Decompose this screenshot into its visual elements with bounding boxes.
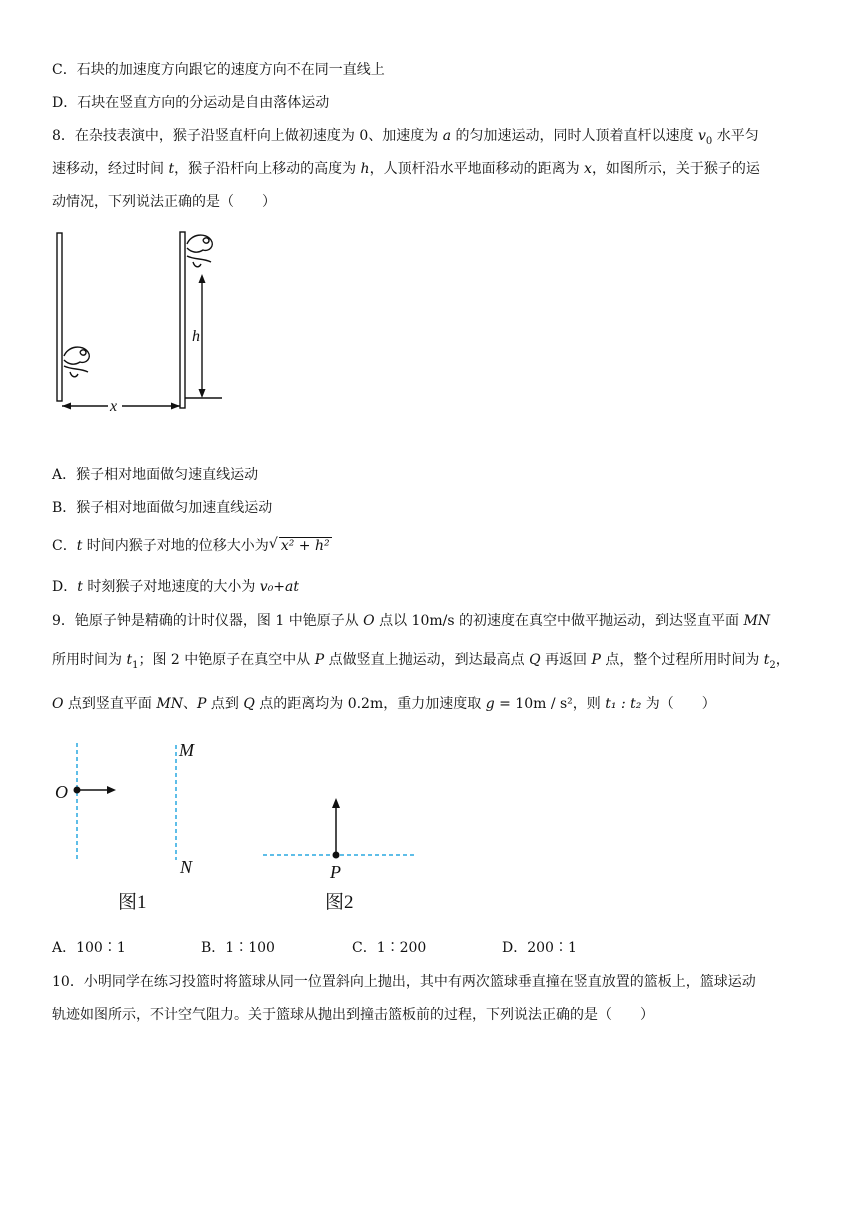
monkey-left-icon	[64, 347, 89, 377]
x-label: x	[110, 398, 118, 415]
label-O: O	[55, 782, 68, 802]
q9-option-d: D．200∶1	[502, 940, 577, 956]
label-N: N	[180, 857, 193, 877]
q10-stem-line2: 轨迹如图所示，不计空气阻力。关于篮球从抛出到撞击篮板前的过程，下列说法正确的是（ ）	[52, 1007, 654, 1023]
label-P: P	[330, 862, 341, 882]
q9-stem-line3: O 点到竖直平面 MN、P 点到 Q 点的距离均为 0.2m，重力加速度取 g = 10m / s²，则 t₁ : t₂ 为（ ）	[52, 696, 716, 712]
q7-option-c: C．石块的加速度方向跟它的速度方向不在同一直线上	[52, 62, 385, 78]
fig1-caption: 图1	[118, 892, 147, 913]
q7-option-d: D．石块在竖直方向的分运动是自由落体运动	[52, 95, 330, 111]
q9-stem-line2: 所用时间为 $t_1$；图 2 中铯原子在真空中从 P 点做竖直上抛运动，到达最高点 Q 再返回 P 点，整个过程所用时间为 $t_2$，	[52, 652, 790, 671]
q8-option-b: B．猴子相对地面做匀加速直线运动	[52, 500, 273, 516]
q9-option-c: C．1∶200	[352, 940, 427, 956]
q9-option-b: B．1∶100	[201, 940, 275, 956]
q8-option-c: C．t 时间内猴子对地的位移大小为 √ x² + h²	[52, 536, 330, 554]
left-pole	[57, 233, 62, 401]
q9-stem-line1: 9．铯原子钟是精确的计时仪器，图 1 中铯原子从 O 点以 10m/s 的初速度在真空中做平抛运动，到达竖直平面 MN	[52, 613, 771, 629]
q8-option-d: D．t 时刻猴子对地速度的大小为 v₀+at	[52, 579, 300, 595]
right-pole	[180, 232, 185, 408]
h-label: h	[192, 328, 200, 345]
sqrt-expression: √ x² + h²	[268, 536, 330, 554]
label-M: M	[179, 740, 194, 760]
fig2-caption: 图2	[325, 892, 354, 913]
q8-stem-line1: 8．在杂技表演中，猴子沿竖直杆向上做初速度为 0、加速度为 a 的匀加速运动，同时人顶着直杆以速度 $v_0$ 水平匀	[52, 128, 759, 147]
q8-stem-line3: 动情况，下列说法正确的是（ ）	[52, 194, 276, 210]
q10-stem-line1: 10．小明同学在练习投篮时将篮球从同一位置斜向上抛出，其中有两次篮球垂直撞在竖直放置的篮板上，篮球运动	[52, 974, 756, 990]
velocity-arrow-icon	[107, 786, 116, 794]
q9-figures	[50, 735, 430, 925]
monkey-right-icon	[187, 235, 212, 267]
up-arrow-icon	[332, 798, 340, 808]
q9-option-a: A．100∶1	[52, 940, 126, 956]
q8-option-a: A．猴子相对地面做匀速直线运动	[52, 467, 259, 483]
q8-monkey-pole-figure	[50, 228, 240, 418]
q8-stem-line2: 速移动，经过时间 t，猴子沿杆向上移动的高度为 h，人顶杆沿水平地面移动的距离为 x，如图所示，关于猴子的运	[52, 161, 760, 177]
